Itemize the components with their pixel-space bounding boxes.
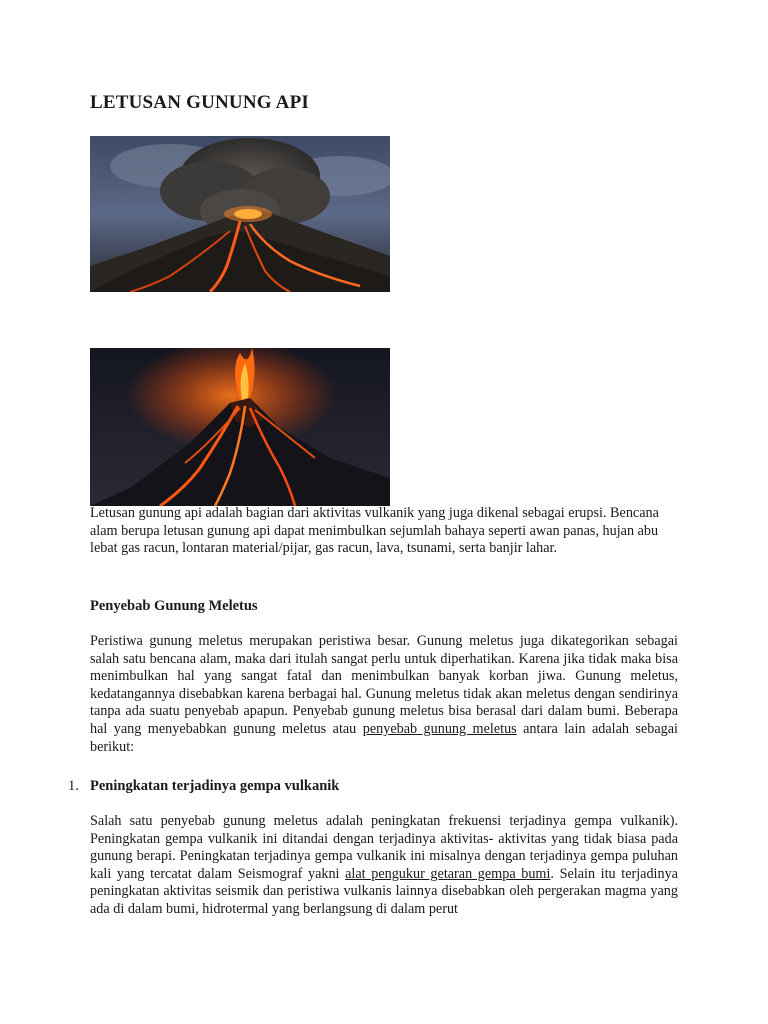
intro-paragraph: Letusan gunung api adalah bagian dari aktivitas vulkanik yang juga dikenal sebagai erupsi. Bencana alam berupa letusan gunung api dapat menimbulkan sejumlah bahaya seperti awan panas, hujan abu lebat gas racun, lontaran material/pijar, gas racun, lava, tsunami, serta banjir lahar. [90,505,659,557]
section-paragraph-text: Peristiwa gunung meletus merupakan peristiwa besar. Gunung meletus juga dikategorikan sebagai salah satu bencana alam, maka dari itulah sangat perlu untuk diperhatikan. Karena jika tidak maka bisa menimbulkan hal yang sangat fatal dan menimbulkan banyak korban jiwa. Gunung meletus, kedatangannya disebabkan karena berbagai hal. Gunung meletus tidak akan meletus dengan sendirinya tanpa ada suatu penyebab apapun. Penyebab gunung meletus bisa berasal dari dalam bumi. Beberapa hal yang menyebabkan gunung meletus atau [90,633,678,737]
list-item-label: Peningkatan terjadinya gempa vulkanik [90,778,340,794]
section-paragraph [90,633,678,756]
list-paragraph-text-end: . Selain itu terjadinya peningkatan aktivitas seismik dan peristiwa vulkanis lainnya disebabkan oleh pergerakan magma yang ada di dalam bumi, hidrotermal yang berlangsung di dalam perut [90,865,678,917]
penyebab-gunung-meletus-link[interactable]: penyebab gunung meletus [362,720,517,737]
volcano-ash-eruption-image [90,136,390,292]
list-item [68,778,339,795]
section-paragraph-text-end: antara lain adalah sebagai berikut: [90,720,678,755]
alat-pengukur-gempa-link[interactable]: alat pengukur getaran gempa bumi [345,865,551,882]
list-item-number: 1. [68,778,79,794]
section-heading: Penyebab Gunung Meletus [90,598,258,614]
volcano-lava-night-image [90,348,390,506]
list-paragraph-text: Salah satu penyebab gunung meletus adalah peningkatan frekuensi terjadinya gempa vulkanik). Peningkatan gempa vulkanik ini ditandai dengan terjadinya aktivitas- aktivitas yang tidak biasa pada gunung berapi. Peningkatan terjadinya gempa vulkanik ini misalnya dengan terjadinya gempa puluhan kali yang tercatat dalam Seismograf yakni [90,813,678,882]
document-title: LETUSAN GUNUNG API [90,92,309,113]
list-item-paragraph [90,813,678,919]
